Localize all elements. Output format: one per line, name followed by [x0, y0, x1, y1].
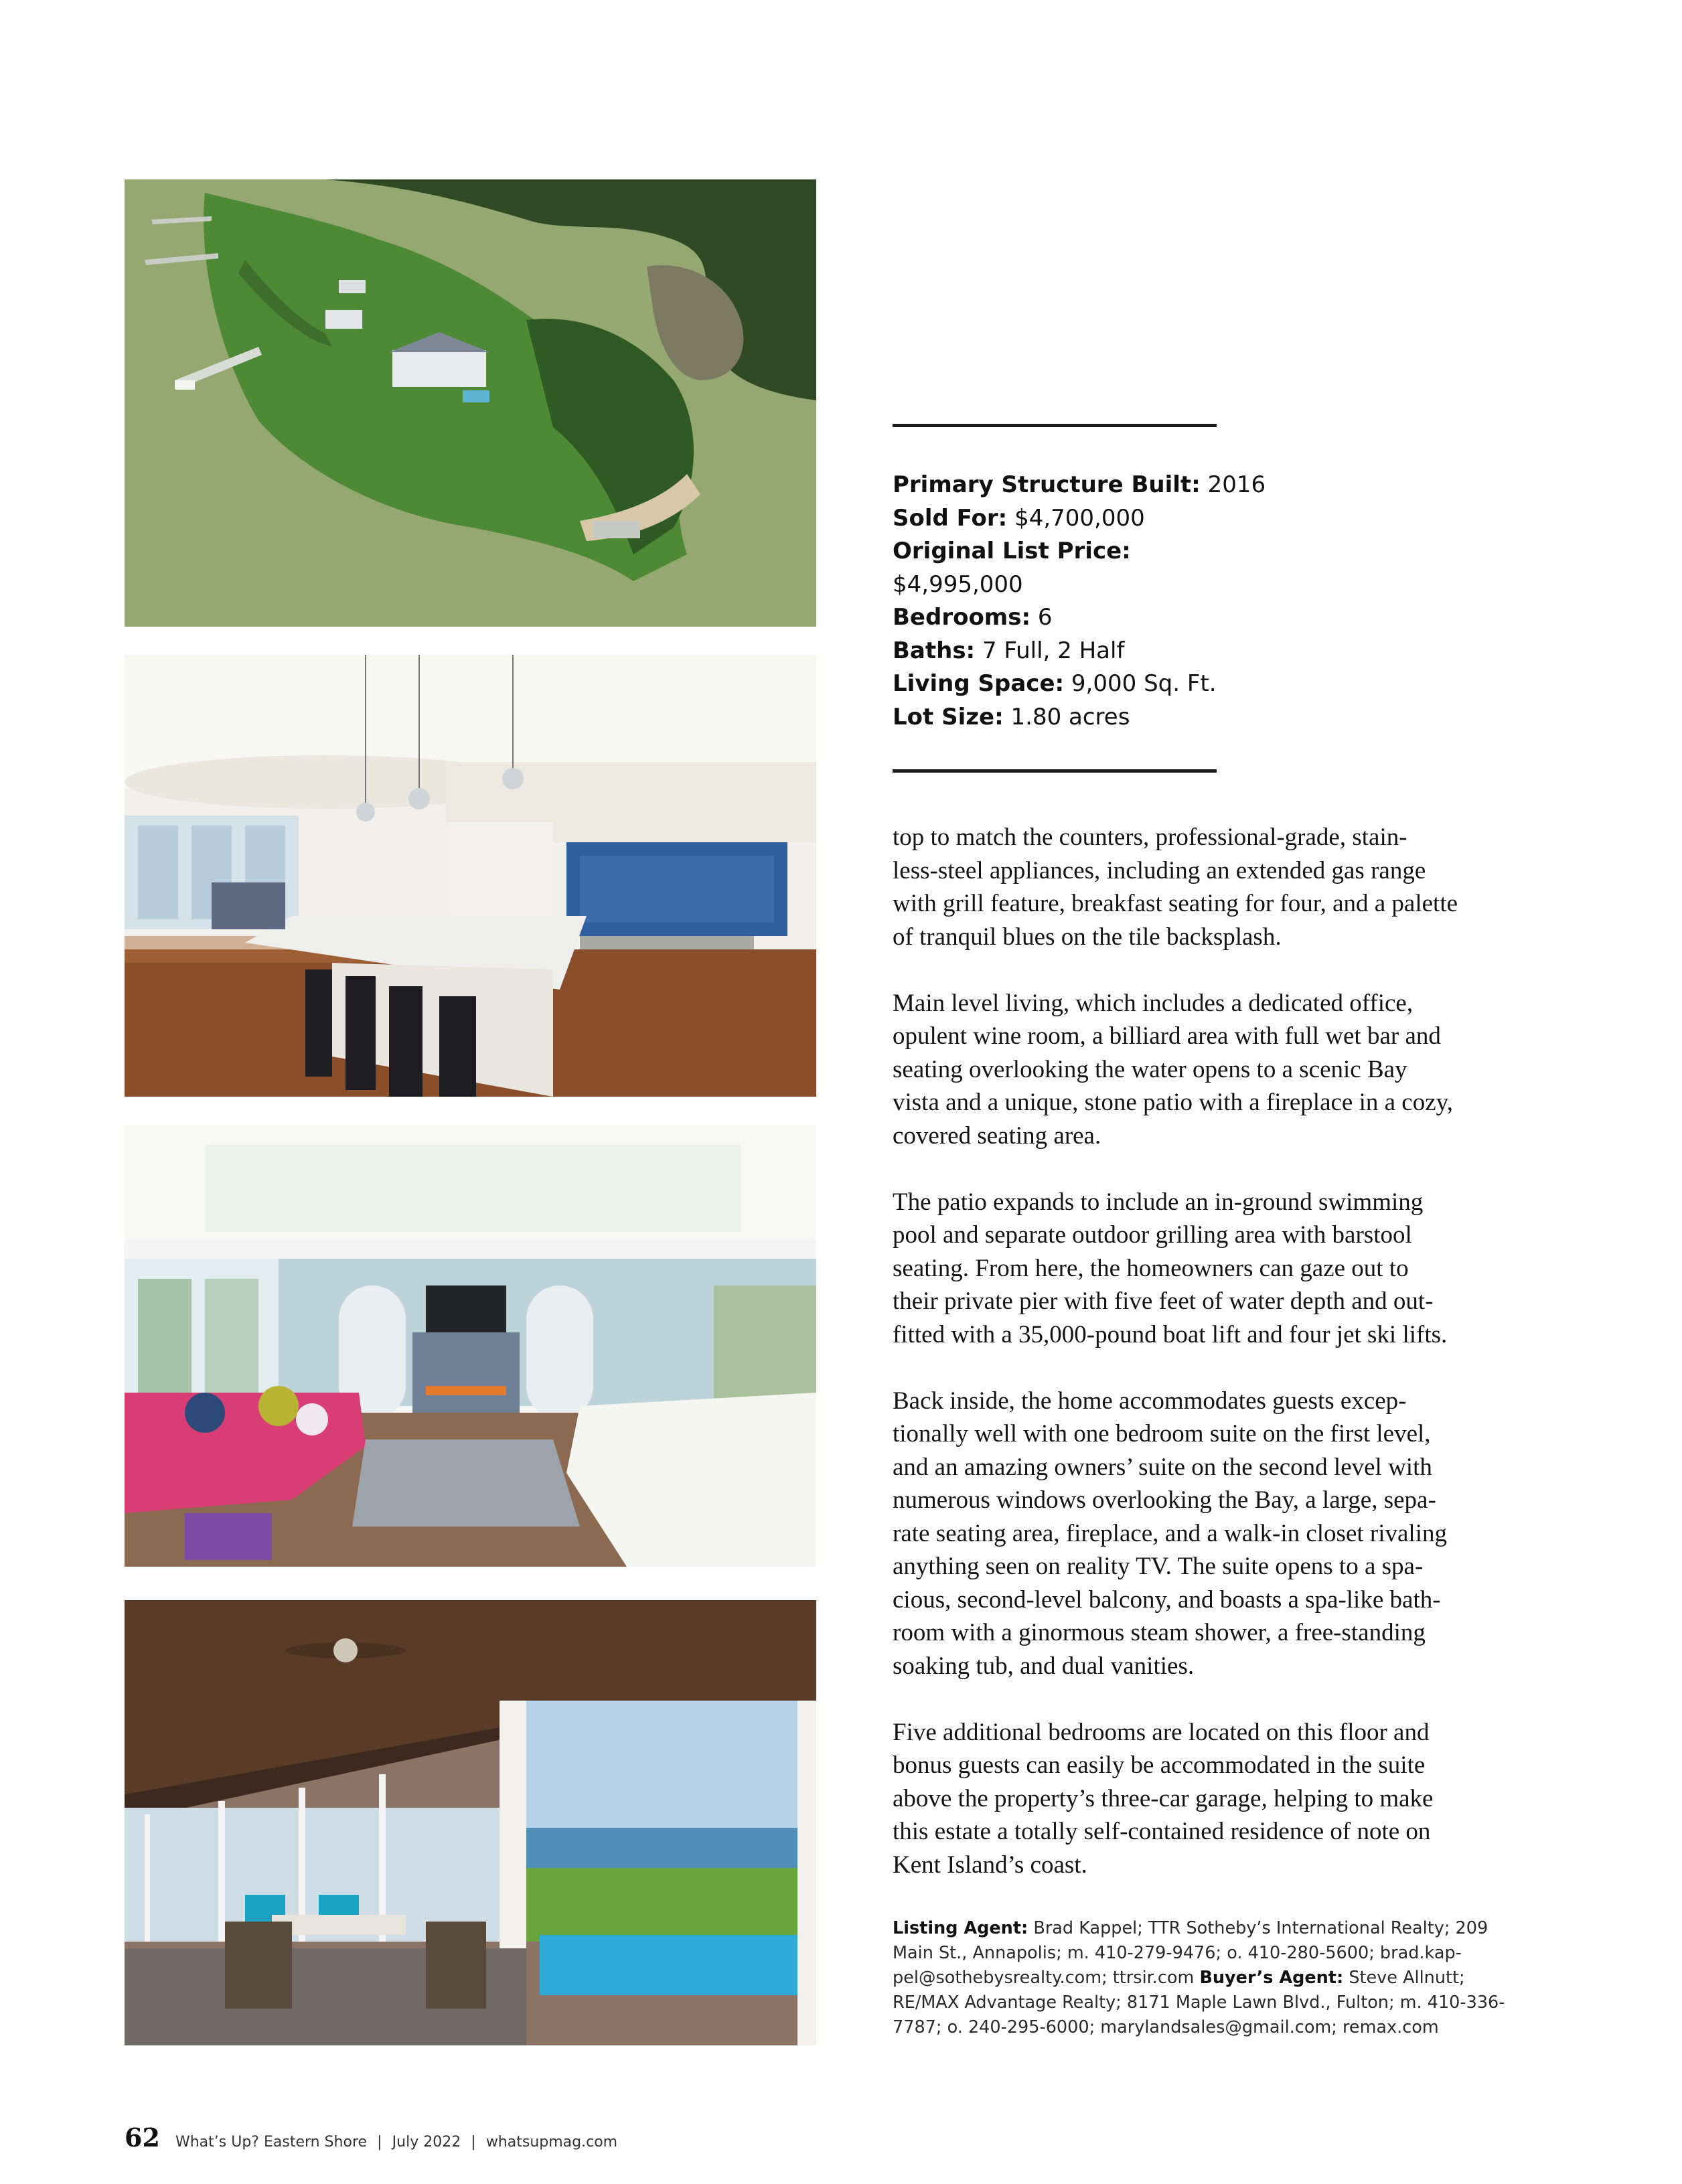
- article-line: seating. From here, the homeowners can gaze out to: [893, 1254, 1409, 1282]
- article-line: fitted with a 35,000-pound boat lift and four jet ski lifts.: [893, 1320, 1448, 1348]
- article-line: anything seen on reality TV. The suite opens to a spa-: [893, 1553, 1424, 1580]
- article-paragraph: [893, 1716, 1515, 1882]
- article-line: vista and a unique, stone patio with a fireplace in a cozy,: [893, 1089, 1453, 1116]
- article-paragraph: [893, 1385, 1515, 1683]
- article-body: [893, 821, 1515, 1915]
- listing-agent-text: Brad Kappel; TTR Sotheby’s International Realty; 209 Main St., Annapolis; m. 410-279-9476; o. 410-280-5600; brad.kap-pel@sothebysrealty.com; ttrsir.com: [893, 1918, 1488, 1988]
- website: whatsupmag.com: [485, 2134, 618, 2151]
- fact-living-space: Living Space: 9,000 Sq. Ft.: [893, 670, 1217, 697]
- article-line: seating overlooking the water opens to a scenic Bay: [893, 1055, 1407, 1083]
- footer-separator: |: [377, 2134, 382, 2151]
- issue-date: July 2022: [392, 2134, 461, 2151]
- article-line: Five additional bedrooms are located on this floor and: [893, 1718, 1430, 1746]
- buyer-agent-label: Buyer’s Agent:: [1199, 1968, 1344, 1988]
- publication-name: What’s Up? Eastern Shore: [175, 2134, 368, 2151]
- article-line: bonus guests can easily be accommodated in the suite: [893, 1751, 1426, 1779]
- photo-living-room: [125, 1125, 816, 1567]
- fact-baths: Baths: 7 Full, 2 Half: [893, 637, 1125, 664]
- article-line: soaking tub, and dual vanities.: [893, 1652, 1195, 1680]
- fact-box-bottom-rule: [893, 769, 1217, 773]
- photo-covered-porch: [125, 1600, 816, 2045]
- photo-aerial-estate: [125, 179, 816, 627]
- article-line: Back inside, the home accommodates guests excep-: [893, 1387, 1407, 1415]
- article-line: and an amazing owners’ suite on the second level with: [893, 1453, 1432, 1481]
- article-line: less-steel appliances, including an extended gas range: [893, 856, 1426, 884]
- listing-agent-label: Listing Agent:: [893, 1918, 1028, 1938]
- photo-kitchen: [125, 655, 816, 1097]
- article-paragraph: [893, 987, 1515, 1153]
- fact-built: Primary Structure Built: 2016: [893, 471, 1266, 498]
- fact-original-list-price-value: $4,995,000: [893, 570, 1023, 598]
- article-paragraph: [893, 1186, 1515, 1352]
- article-line: covered seating area.: [893, 1121, 1101, 1150]
- article-line: opulent wine room, a billiard area with full wet bar and: [893, 1022, 1441, 1050]
- article-line: with grill feature, breakfast seating for four, and a palette: [893, 890, 1458, 917]
- fact-box-top-rule: [893, 424, 1217, 427]
- article-line: room with a ginormous steam shower, a free-standing: [893, 1619, 1426, 1646]
- article-line: cious, second-level balcony, and boasts a spa-like bath-: [893, 1585, 1441, 1614]
- article-line: Kent Island’s coast.: [893, 1851, 1087, 1879]
- page-footer: [125, 2122, 617, 2153]
- article-line: their private pier with five feet of water depth and out-: [893, 1288, 1434, 1315]
- buyer-agent-text: Steve Allnutt; RE/MAX Advantage Realty; 8171 Maple Lawn Blvd., Fulton; m. 410-336-7787; o. 240-295-6000; marylandsales@gmail.com; remax.com: [893, 1968, 1505, 2037]
- article-line: The patio expands to include an in-ground swimming: [893, 1188, 1424, 1216]
- fact-sold-for: Sold For: $4,700,000: [893, 504, 1145, 532]
- agent-credits: [893, 1916, 1509, 2040]
- article-line: numerous windows overlooking the Bay, a large, sepa-: [893, 1486, 1436, 1514]
- article-line: top to match the counters, professional-grade, stain-: [893, 824, 1407, 851]
- article-line: this estate a totally self-contained residence of note on: [893, 1818, 1431, 1845]
- page-number: 62: [125, 2122, 160, 2153]
- article-line: rate seating area, fireplace, and a walk-in closet rivaling: [893, 1519, 1447, 1547]
- footer-separator: |: [471, 2134, 476, 2151]
- article-line: of tranquil blues on the tile backsplash.: [893, 923, 1282, 951]
- article-line: Main level living, which includes a dedicated office,: [893, 989, 1413, 1017]
- article-line: pool and separate outdoor grilling area with barstool: [893, 1221, 1412, 1249]
- fact-bedrooms: Bedrooms: 6: [893, 604, 1053, 631]
- article-line: tionally well with one bedroom suite on the first level,: [893, 1420, 1431, 1448]
- article-line: above the property’s three-car garage, helping to make: [893, 1784, 1434, 1812]
- fact-original-list-price: Original List Price:: [893, 538, 1131, 564]
- fact-lot-size: Lot Size: 1.80 acres: [893, 703, 1130, 730]
- article-paragraph: [893, 821, 1515, 953]
- property-facts: [893, 469, 1268, 734]
